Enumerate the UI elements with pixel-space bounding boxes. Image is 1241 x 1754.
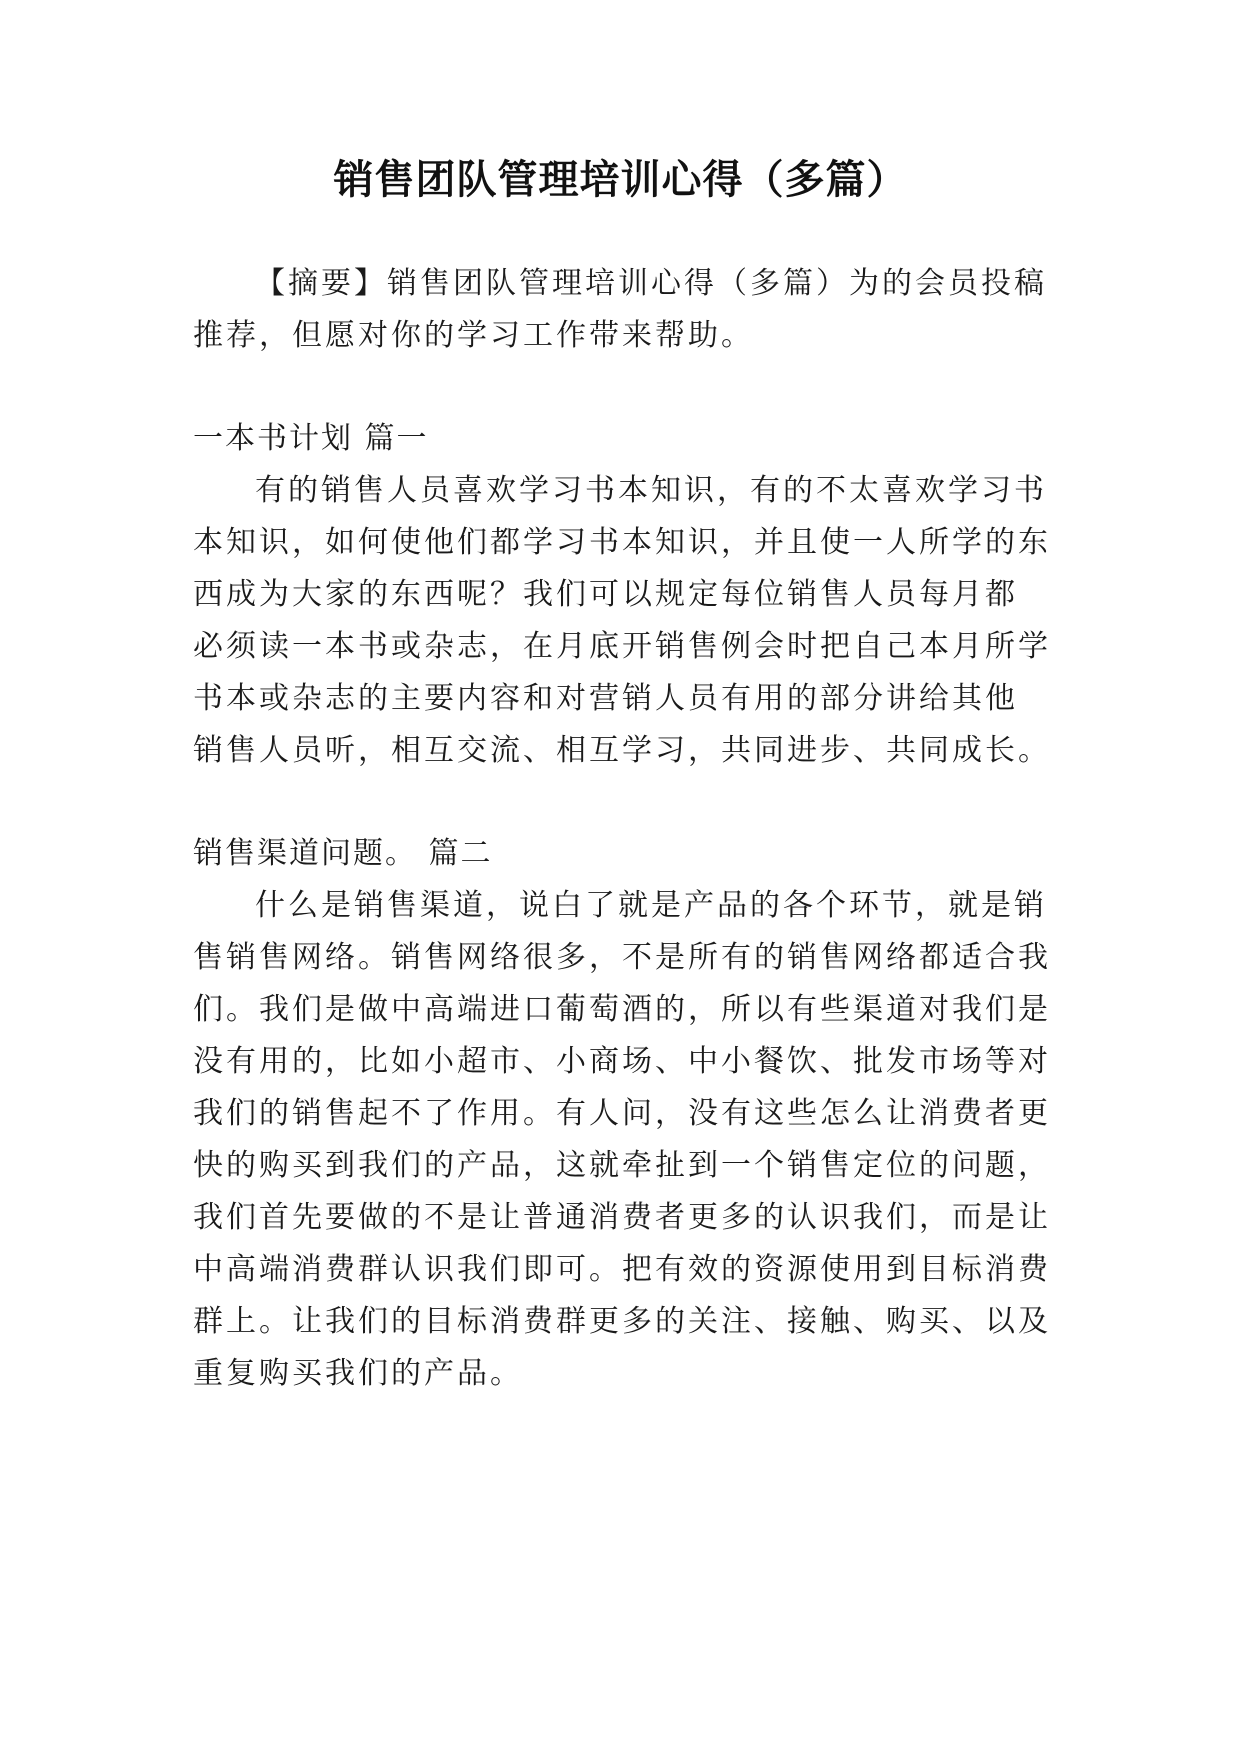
- paragraph-line: 销售人员听，相互交流、相互学习，共同进步、共同成长。: [193, 733, 1051, 768]
- section-heading: 销售渠道问题。 篇二: [193, 836, 493, 871]
- document-title: 销售团队管理培训心得（多篇）: [333, 157, 908, 203]
- paragraph-line: 群上。让我们的目标消费群更多的关注、接触、购买、以及: [193, 1304, 1051, 1339]
- paragraph-line: 什么是销售渠道，说白了就是产品的各个环节，就是销: [255, 888, 1047, 923]
- paragraph-line: 西成为大家的东西呢？我们可以规定每位销售人员每月都: [193, 577, 1018, 612]
- paragraph-line: 没有用的，比如小超市、小商场、中小餐饮、批发市场等对: [193, 1044, 1051, 1079]
- paragraph-line: 我们首先要做的不是让普通消费者更多的认识我们，而是让: [193, 1200, 1051, 1235]
- paragraph-line: 快的购买到我们的产品，这就牵扯到一个销售定位的问题，: [193, 1148, 1051, 1183]
- paragraph-line: 中高端消费群认识我们即可。把有效的资源使用到目标消费: [193, 1252, 1051, 1287]
- abstract-line: 推荐，但愿对你的学习工作带来帮助。: [193, 318, 754, 353]
- paragraph-line: 必须读一本书或杂志，在月底开销售例会时把自己本月所学: [193, 629, 1051, 664]
- paragraph-line: 本知识，如何使他们都学习书本知识，并且使一人所学的东: [193, 525, 1051, 560]
- paragraph-line: 重复购买我们的产品。: [193, 1356, 523, 1391]
- paragraph-line: 我们的销售起不了作用。有人问，没有这些怎么让消费者更: [193, 1096, 1051, 1131]
- paragraph-line: 们。我们是做中高端进口葡萄酒的，所以有些渠道对我们是: [193, 992, 1051, 1027]
- abstract-line: 【摘要】销售团队管理培训心得（多篇）为的会员投稿: [255, 266, 1047, 301]
- section-heading: 一本书计划 篇一: [193, 421, 429, 456]
- paragraph-line: 有的销售人员喜欢学习书本知识，有的不太喜欢学习书: [255, 473, 1047, 508]
- paragraph-line: 售销售网络。销售网络很多，不是所有的销售网络都适合我: [193, 940, 1051, 975]
- paragraph-line: 书本或杂志的主要内容和对营销人员有用的部分讲给其他: [193, 681, 1018, 716]
